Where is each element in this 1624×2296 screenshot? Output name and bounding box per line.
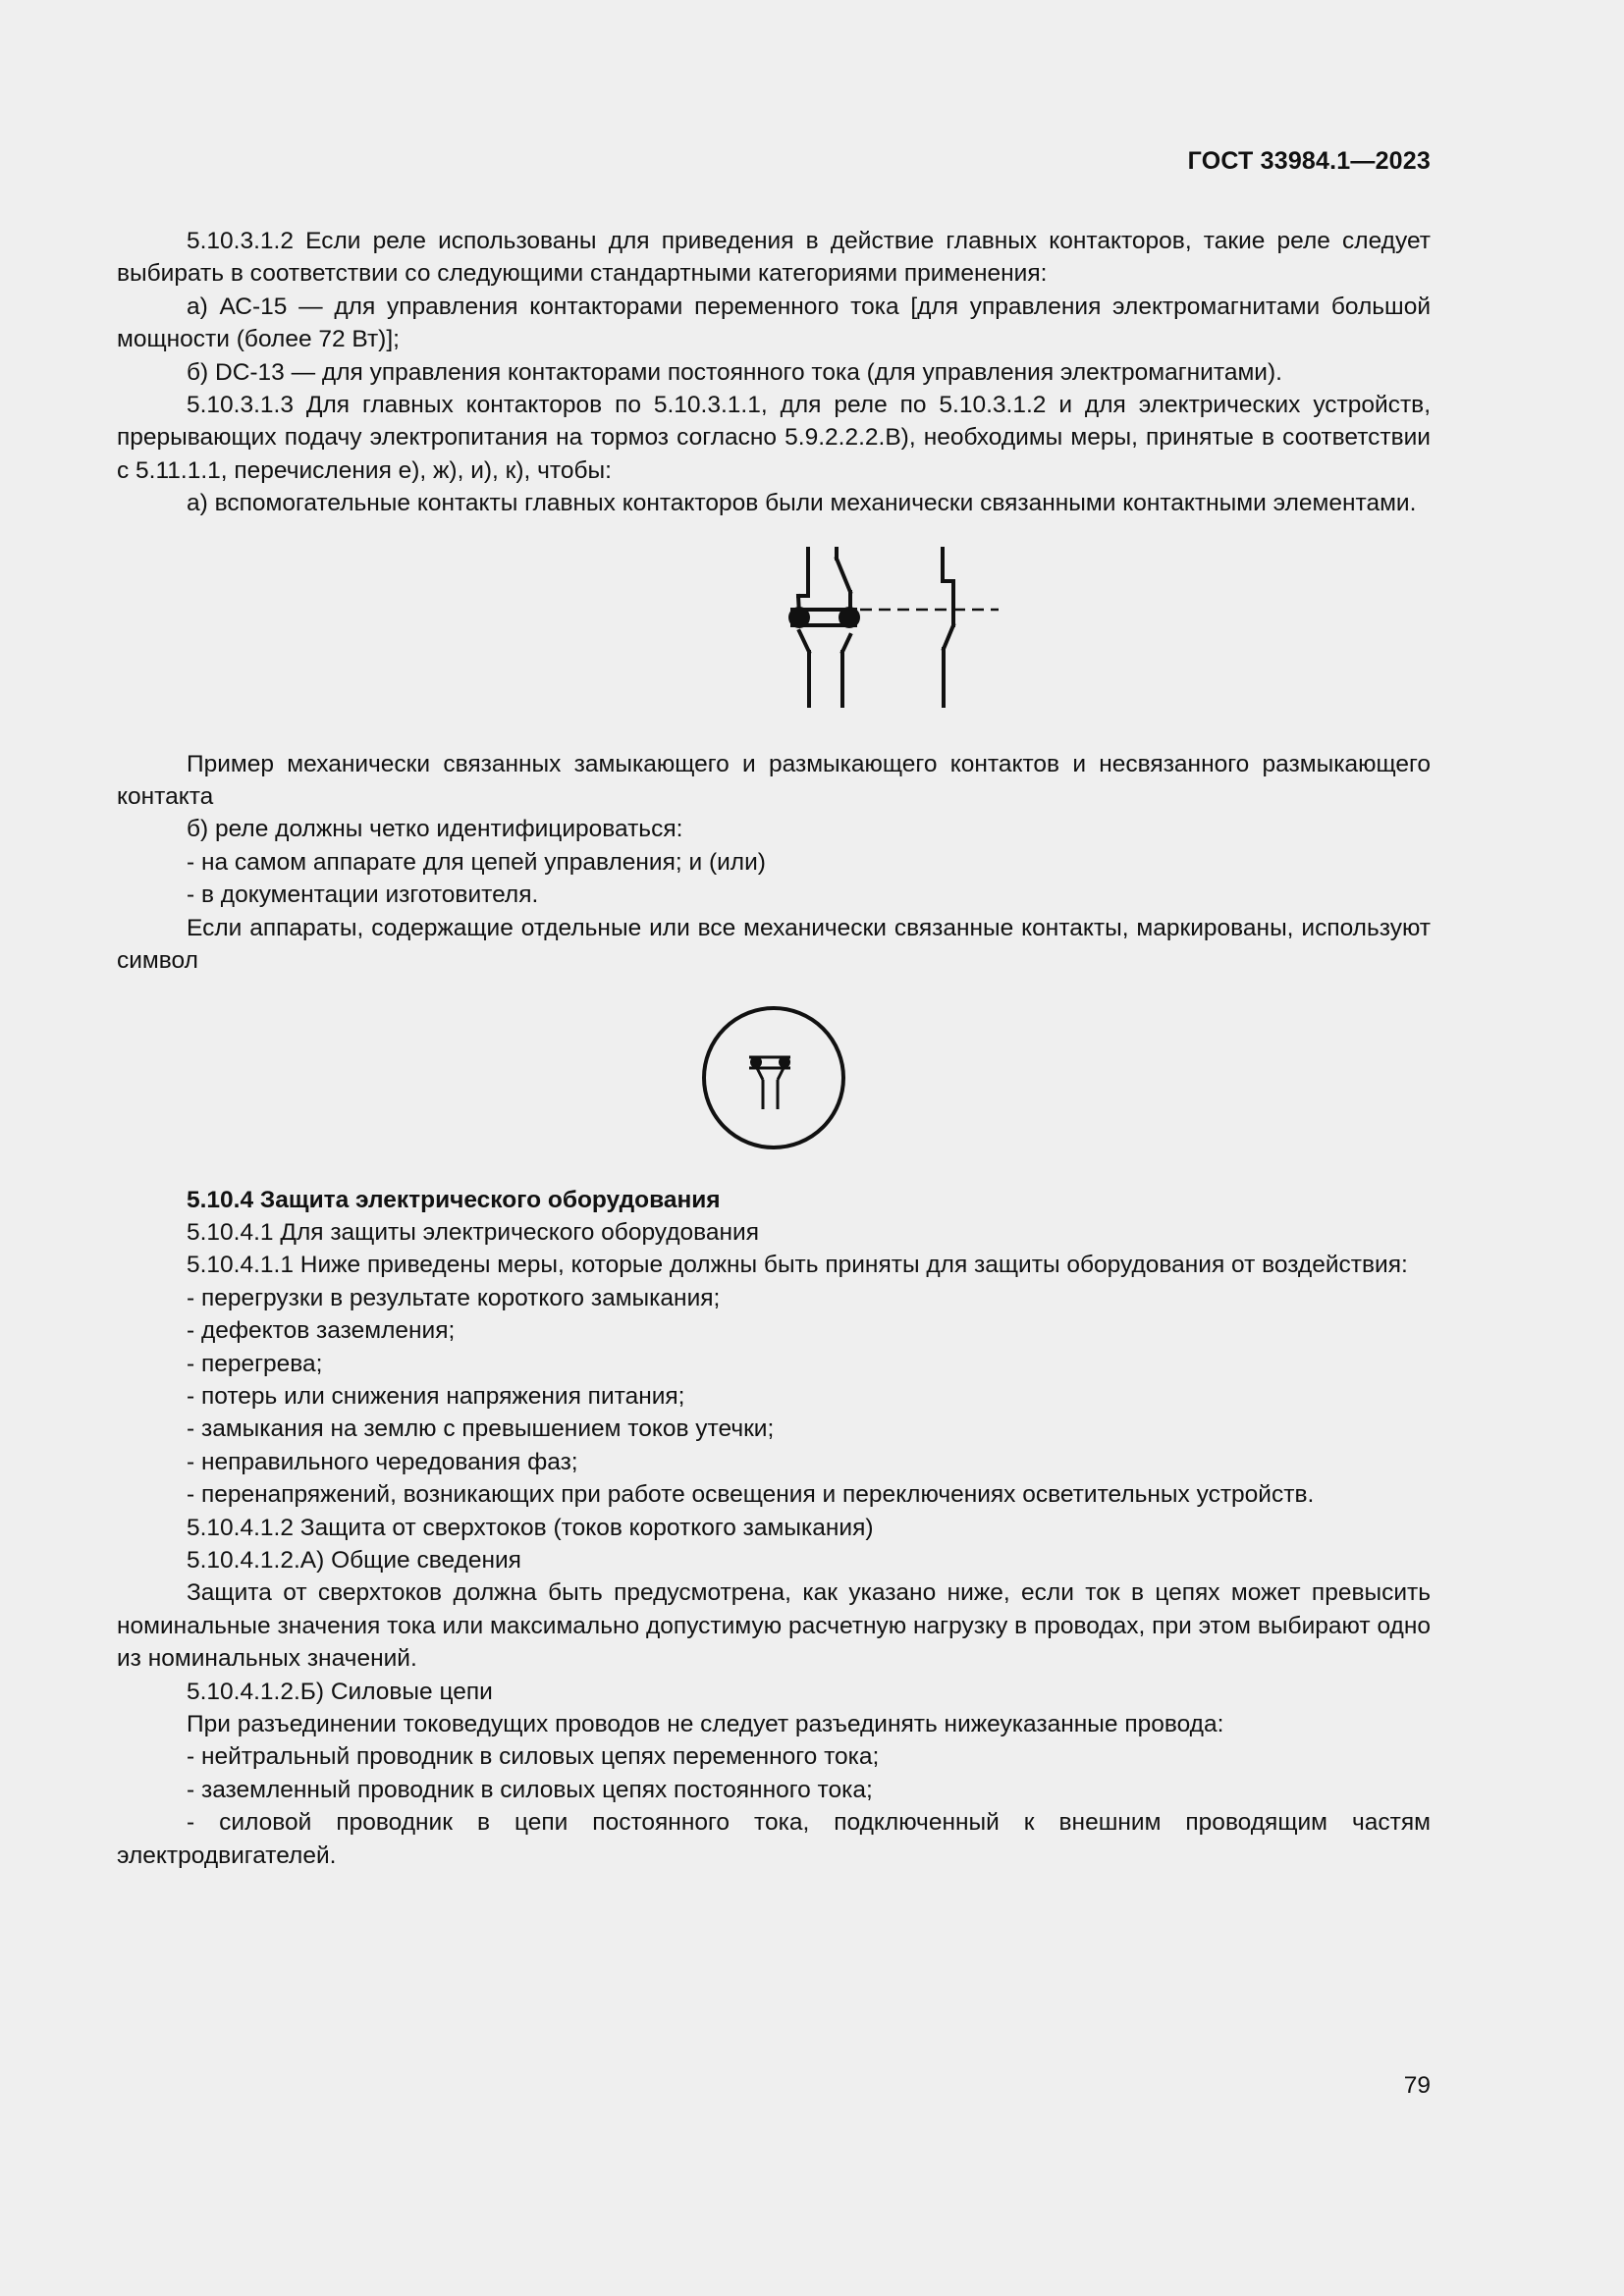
linked-contacts-symbol-icon — [701, 1006, 848, 1153]
page-number: 79 — [1403, 2072, 1431, 2099]
paragraph: а) вспомогательные контакты главных контакторов были механически связанными контактными элементами. — [187, 490, 1417, 517]
paragraph: Пример механически связанных замыкающего и размыкающего контактов и несвязанного размыкающего контакта — [117, 750, 1431, 811]
list-item: - неправильного чередования фаз; — [187, 1448, 578, 1475]
paragraph: б) DC-13 — для управления контакторами постоянного тока (для управления электромагнитами). — [187, 358, 1282, 386]
list-item: - перегрева; — [187, 1350, 323, 1377]
mechanically-linked-contacts-diagram — [661, 547, 1014, 716]
contact-line — [799, 631, 809, 652]
contact-diagram-figure — [117, 520, 1431, 748]
contact-line — [944, 625, 953, 649]
list-item: - нейтральный проводник в силовых цепях переменного тока; — [187, 1743, 880, 1771]
paragraph: - в документации изготовителя. — [187, 881, 539, 909]
list-item: - перенапряжений, возникающих при работе освещения и переключениях осветительных устройств. — [187, 1481, 1315, 1509]
symbol-figure — [117, 978, 1431, 1184]
paragraph: 5.10.4.1.2.А) Общие сведения — [187, 1546, 521, 1574]
paragraph: 5.10.3.1.2 Если реле использованы для приведения в действие главных контакторов, такие реле следует выбирать в соответствии со следующими стандартными категориями применения: — [117, 228, 1431, 288]
paragraph: 5.10.4.1.1 Ниже приведены меры, которые должны быть приняты для защиты оборудования от воздействия: — [187, 1252, 1408, 1279]
contact-line — [837, 559, 850, 592]
paragraph: - на самом аппарате для цепей управления; и (или) — [187, 848, 766, 876]
contact-line — [842, 635, 850, 652]
list-item: - силовой проводник в цепи постоянного тока, подключенный к внешним проводящим частям электродвигателей. — [117, 1809, 1431, 1869]
list-item: - потерь или снижения напряжения питания; — [187, 1382, 685, 1410]
paragraph: 5.10.4.1.2 Защита от сверхтоков (токов короткого замыкания) — [187, 1514, 874, 1541]
page-content — [117, 225, 1431, 1872]
symbol-dot — [750, 1056, 762, 1068]
list-item: - перегрузки в результате короткого замыкания; — [187, 1284, 721, 1311]
paragraph: 5.10.4.1 Для защиты электрического оборудования — [187, 1218, 759, 1246]
paragraph: 5.10.4.1.2.Б) Силовые цепи — [187, 1678, 493, 1705]
list-item: - заземленный проводник в силовых цепях постоянного тока; — [187, 1776, 873, 1803]
section-heading: 5.10.4 Защита электрического оборудования — [187, 1186, 721, 1213]
contact-dot — [839, 607, 860, 628]
symbol-dot — [779, 1056, 790, 1068]
paragraph: а) АС-15 — для управления контакторами переменного тока [для управления электромагнитами большой мощности (более 72 Вт)]; — [117, 293, 1431, 353]
paragraph: Если аппараты, содержащие отдельные или все механически связанные контакты, маркированы, используют символ — [117, 914, 1431, 975]
paragraph: 5.10.3.1.3 Для главных контакторов по 5.10.3.1.1, для реле по 5.10.3.1.2 и для электрических устройств, прерывающих подачу электропитания на тормоз согласно 5.9.2.2.2.В), необходимы меры, принятые в соответствии с 5.11.1.1, перечисления е), ж), и), к), чтобы: — [117, 392, 1431, 484]
paragraph: Защита от сверхтоков должна быть предусмотрена, как указано ниже, если ток в цепях может превысить номинальные значения тока или максимально допустимую расчетную нагрузку в проводах, при этом выбирают одно из номинальных значений. — [117, 1579, 1431, 1673]
paragraph: При разъединении токоведущих проводов не следует разъединять нижеуказанные провода: — [187, 1711, 1224, 1737]
symbol-line — [778, 1068, 784, 1080]
list-item: - замыкания на землю с превышением токов утечки; — [187, 1415, 775, 1443]
symbol-line — [757, 1068, 763, 1080]
paragraph: б) реле должны четко идентифицироваться: — [187, 816, 683, 843]
contact-dot — [788, 607, 810, 628]
list-item: - дефектов заземления; — [187, 1317, 456, 1345]
document-header: ГОСТ 33984.1—2023 — [1187, 147, 1431, 175]
symbol-circle — [704, 1008, 843, 1148]
